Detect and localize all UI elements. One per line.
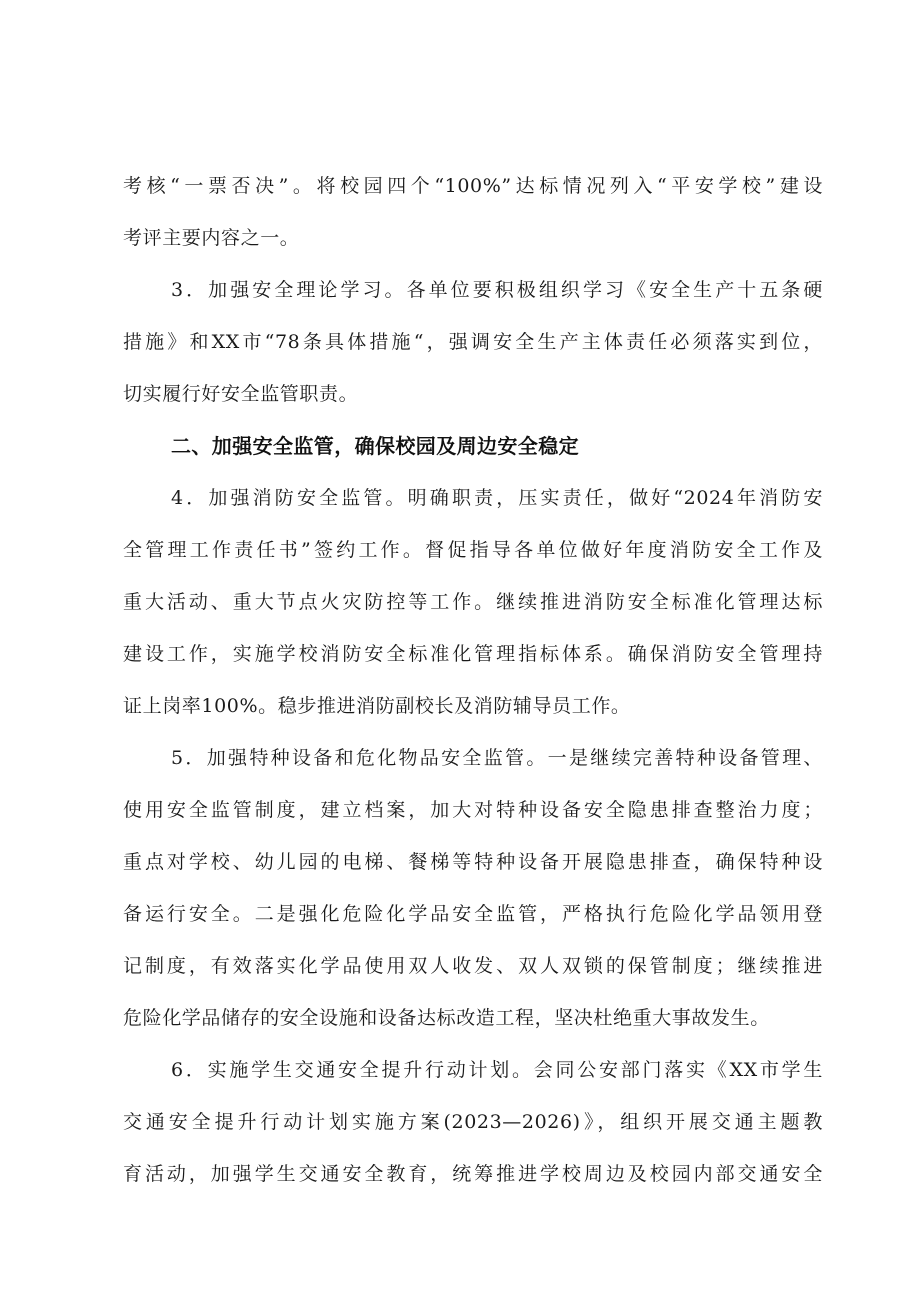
paragraph-line: 证上岗率100%。稳步推进消防副校长及消防辅导员工作。 [123,695,631,717]
section-heading: 二、加强安全监管，确保校园及周边安全稳定 [171,434,579,458]
paragraph-line: 考核“一票否决”。将校园四个“100%”达标情况列入“平安学校”建设 [123,175,823,197]
paragraph-line: 全管理工作责任书”签约工作。督促指导各单位做好年度消防安全工作及 [123,539,823,561]
paragraph-line: 考评主要内容之一。 [123,227,300,249]
document-body [123,160,823,1200]
paragraph-line: 切实履行好安全监管职责。 [123,383,359,405]
paragraph-line: 备运行安全。二是强化危险化学品安全监管，严格执行危险化学品领用登 [123,903,823,925]
paragraph-line: 5．加强特种设备和危化物品安全监管。一是继续完善特种设备管理、 [171,747,823,769]
paragraph-line: 建设工作，实施学校消防安全标准化管理指标体系。确保消防安全管理持 [123,643,823,665]
paragraph-line: 措施》和XX市“78条具体措施“，强调安全生产主体责任必须落实到位， [123,331,823,353]
paragraph-line: 危险化学品储存的安全设施和设备达标改造工程，坚决杜绝重大事故发生。 [123,1007,770,1029]
paragraph-line: 3．加强安全理论学习。各单位要积极组织学习《安全生产十五条硬 [171,279,823,301]
paragraph-line: 育活动，加强学生交通安全教育，统筹推进学校周边及校园内部交通安全 [123,1163,823,1185]
paragraph-line: 记制度，有效落实化学品使用双人收发、双人双锁的保管制度；继续推进 [123,955,823,977]
paragraph-line: 重大活动、重大节点火灾防控等工作。继续推进消防安全标准化管理达标 [123,591,823,613]
paragraph-line: 6．实施学生交通安全提升行动计划。会同公安部门落实《XX市学生 [171,1059,823,1081]
paragraph-line: 使用安全监管制度，建立档案，加大对特种设备安全隐患排查整治力度； [123,799,823,821]
paragraph-line: 4．加强消防安全监管。明确职责，压实责任，做好“2024年消防安 [171,487,823,509]
paragraph-line: 交通安全提升行动计划实施方案(2023—2026)》，组织开展交通主题教 [123,1111,823,1133]
paragraph-line: 重点对学校、幼儿园的电梯、餐梯等特种设备开展隐患排查，确保特种设 [123,851,823,873]
